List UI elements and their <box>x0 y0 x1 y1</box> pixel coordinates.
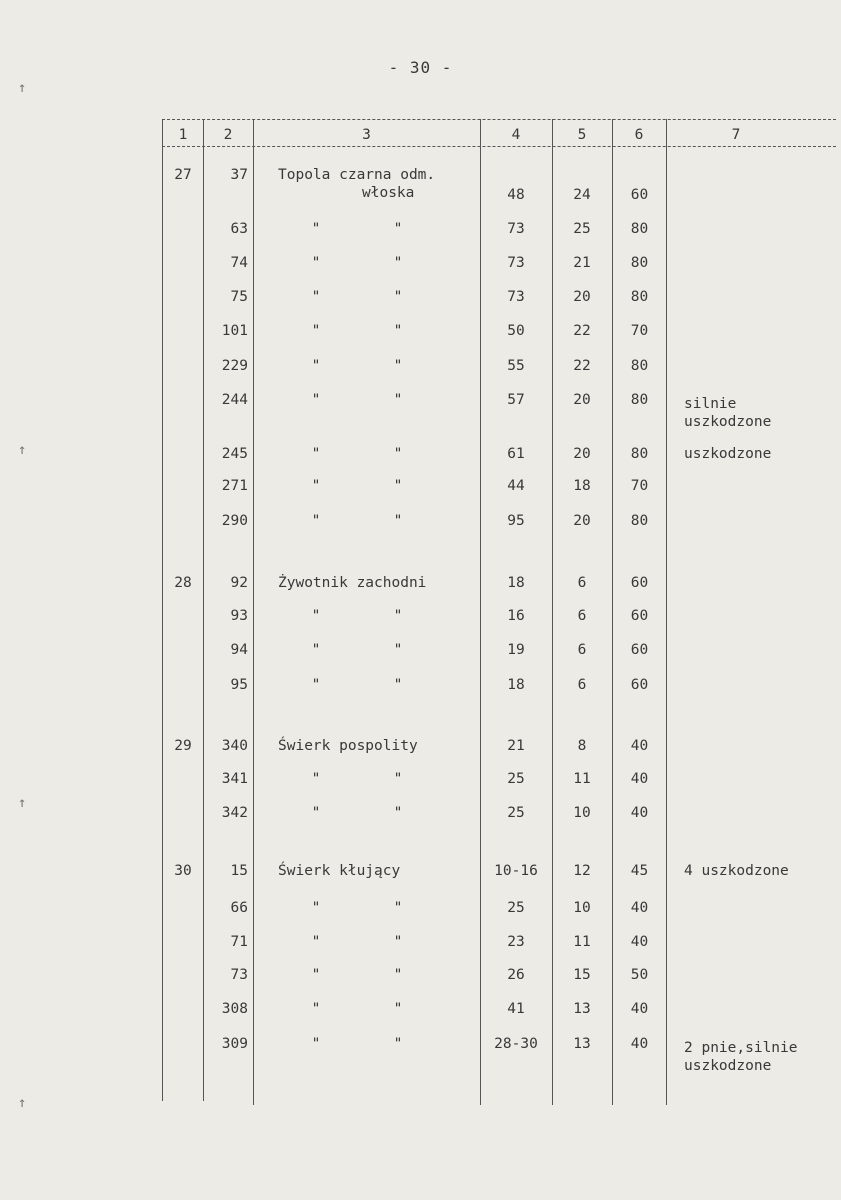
tree-number: 342 <box>221 805 248 821</box>
age-value: 50 <box>630 967 649 983</box>
ditto-mark: " <box>311 323 321 339</box>
species-name: Topola czarna odm. <box>278 167 436 183</box>
species-name-cont: włoska <box>362 185 415 201</box>
ditto-mark: " <box>393 1036 403 1052</box>
circumference-value: 25 <box>507 771 525 787</box>
height-value: 25 <box>573 221 591 237</box>
height-value: 10 <box>573 805 591 821</box>
height-value: 13 <box>573 1036 591 1052</box>
ditto-mark: " <box>393 900 403 916</box>
height-value: 6 <box>577 677 587 693</box>
circumference-value: 18 <box>507 677 525 693</box>
ditto-mark: " <box>393 934 403 950</box>
binder-mark: ↑ <box>18 1095 27 1111</box>
height-value: 11 <box>573 771 591 787</box>
tree-number: 63 <box>230 221 248 237</box>
age-value: 60 <box>630 677 649 693</box>
ditto-mark: " <box>311 608 321 624</box>
group-number: 27 <box>174 167 192 183</box>
tree-number: 229 <box>221 358 248 374</box>
header-col-1: 1 <box>178 127 188 143</box>
ditto-mark: " <box>393 446 403 462</box>
age-value: 70 <box>630 323 649 339</box>
age-value: 80 <box>630 221 649 237</box>
age-value: 40 <box>630 805 649 821</box>
table-top-rule <box>162 119 836 120</box>
tree-number: 15 <box>230 863 248 879</box>
circumference-value: 73 <box>507 289 525 305</box>
age-value: 40 <box>630 934 649 950</box>
ditto-mark: " <box>311 805 321 821</box>
height-value: 11 <box>573 934 591 950</box>
circumference-value: 16 <box>507 608 525 624</box>
remarks-cont: uszkodzone <box>684 414 772 430</box>
column-divider <box>253 119 254 1105</box>
ditto-mark: " <box>311 967 321 983</box>
circumference-value: 44 <box>507 478 525 494</box>
height-value: 6 <box>577 575 587 591</box>
tree-number: 340 <box>221 738 248 754</box>
tree-number: 94 <box>230 642 248 658</box>
height-value: 20 <box>573 392 591 408</box>
age-value: 40 <box>630 1001 649 1017</box>
header-col-4: 4 <box>511 127 521 143</box>
circumference-value: 23 <box>507 934 525 950</box>
ditto-mark: " <box>311 289 321 305</box>
age-value: 80 <box>630 446 649 462</box>
ditto-mark: " <box>393 805 403 821</box>
age-value: 80 <box>630 392 649 408</box>
age-value: 60 <box>630 608 649 624</box>
ditto-mark: " <box>311 392 321 408</box>
age-value: 80 <box>630 358 649 374</box>
circumference-value: 55 <box>507 358 525 374</box>
ditto-mark: " <box>311 1001 321 1017</box>
tree-number: 66 <box>230 900 248 916</box>
circumference-value: 50 <box>507 323 525 339</box>
age-value: 60 <box>630 187 649 203</box>
tree-number: 245 <box>221 446 248 462</box>
binder-mark: ↑ <box>18 80 27 96</box>
group-number: 30 <box>174 863 192 879</box>
remarks: 2 pnie,silnie <box>684 1040 798 1056</box>
group-number: 28 <box>174 575 192 591</box>
binder-mark: ↑ <box>18 442 27 458</box>
height-value: 22 <box>573 323 591 339</box>
height-value: 20 <box>573 513 591 529</box>
age-value: 40 <box>630 738 649 754</box>
age-value: 80 <box>630 513 649 529</box>
tree-number: 75 <box>230 289 248 305</box>
height-value: 18 <box>573 478 591 494</box>
ditto-mark: " <box>311 358 321 374</box>
ditto-mark: " <box>393 1001 403 1017</box>
age-value: 45 <box>630 863 649 879</box>
circumference-value: 73 <box>507 255 525 271</box>
tree-number: 290 <box>221 513 248 529</box>
ditto-mark: " <box>393 771 403 787</box>
tree-number: 74 <box>230 255 248 271</box>
species-name: Świerk kłujący <box>278 863 401 879</box>
ditto-mark: " <box>311 642 321 658</box>
page-number: - 30 - <box>388 58 453 77</box>
height-value: 15 <box>573 967 591 983</box>
ditto-mark: " <box>393 221 403 237</box>
ditto-mark: " <box>393 255 403 271</box>
tree-number: 93 <box>230 608 248 624</box>
height-value: 13 <box>573 1001 591 1017</box>
age-value: 60 <box>630 575 649 591</box>
ditto-mark: " <box>311 677 321 693</box>
ditto-mark: " <box>311 1036 321 1052</box>
circumference-value: 25 <box>507 805 525 821</box>
circumference-value: 28-30 <box>494 1036 538 1052</box>
age-value: 40 <box>630 771 649 787</box>
height-value: 24 <box>573 187 591 203</box>
ditto-mark: " <box>393 967 403 983</box>
age-value: 70 <box>630 478 649 494</box>
header-col-6: 6 <box>634 127 644 143</box>
circumference-value: 73 <box>507 221 525 237</box>
table-header-rule <box>162 146 836 147</box>
ditto-mark: " <box>311 446 321 462</box>
tree-number: 244 <box>221 392 248 408</box>
ditto-mark: " <box>311 221 321 237</box>
circumference-value: 61 <box>507 446 525 462</box>
age-value: 40 <box>630 900 649 916</box>
tree-number: 73 <box>230 967 248 983</box>
ditto-mark: " <box>311 771 321 787</box>
ditto-mark: " <box>393 358 403 374</box>
ditto-mark: " <box>393 513 403 529</box>
height-value: 20 <box>573 289 591 305</box>
remarks: uszkodzone <box>684 446 772 462</box>
tree-number: 341 <box>221 771 248 787</box>
ditto-mark: " <box>393 642 403 658</box>
height-value: 12 <box>573 863 591 879</box>
height-value: 8 <box>577 738 587 754</box>
height-value: 20 <box>573 446 591 462</box>
age-value: 60 <box>630 642 649 658</box>
age-value: 80 <box>630 255 649 271</box>
binder-mark: ↑ <box>18 795 27 811</box>
ditto-mark: " <box>311 934 321 950</box>
species-name: Świerk pospolity <box>278 738 418 754</box>
group-number: 29 <box>174 738 192 754</box>
header-col-3: 3 <box>362 127 371 143</box>
circumference-value: 95 <box>507 513 525 529</box>
tree-number: 92 <box>230 575 248 591</box>
tree-number: 95 <box>230 677 248 693</box>
ditto-mark: " <box>311 900 321 916</box>
circumference-value: 18 <box>507 575 525 591</box>
circumference-value: 41 <box>507 1001 525 1017</box>
column-divider <box>162 119 163 1101</box>
height-value: 22 <box>573 358 591 374</box>
height-value: 6 <box>577 608 587 624</box>
tree-number: 309 <box>221 1036 248 1052</box>
circumference-value: 19 <box>507 642 525 658</box>
ditto-mark: " <box>393 289 403 305</box>
tree-number: 271 <box>221 478 248 494</box>
circumference-value: 57 <box>507 392 525 408</box>
ditto-mark: " <box>393 323 403 339</box>
circumference-value: 10-16 <box>494 863 538 879</box>
ditto-mark: " <box>393 392 403 408</box>
height-value: 6 <box>577 642 587 658</box>
species-name: Żywotnik zachodni <box>278 575 427 591</box>
header-col-7: 7 <box>731 127 741 143</box>
header-col-5: 5 <box>577 127 587 143</box>
circumference-value: 25 <box>507 900 525 916</box>
remarks: silnie <box>684 396 737 412</box>
ditto-mark: " <box>311 513 321 529</box>
circumference-value: 21 <box>507 738 525 754</box>
age-value: 80 <box>630 289 649 305</box>
ditto-mark: " <box>311 255 321 271</box>
tree-number: 101 <box>221 323 248 339</box>
age-value: 40 <box>630 1036 649 1052</box>
height-value: 21 <box>573 255 591 271</box>
tree-number: 37 <box>230 167 248 183</box>
circumference-value: 48 <box>507 187 525 203</box>
tree-number: 71 <box>230 934 248 950</box>
circumference-value: 26 <box>507 967 525 983</box>
remarks-cont: uszkodzone <box>684 1058 772 1074</box>
ditto-mark: " <box>393 478 403 494</box>
ditto-mark: " <box>393 677 403 693</box>
remarks: 4 uszkodzone <box>684 863 789 879</box>
height-value: 10 <box>573 900 591 916</box>
tree-number: 308 <box>221 1001 248 1017</box>
ditto-mark: " <box>393 608 403 624</box>
ditto-mark: " <box>311 478 321 494</box>
header-col-2: 2 <box>223 127 233 143</box>
